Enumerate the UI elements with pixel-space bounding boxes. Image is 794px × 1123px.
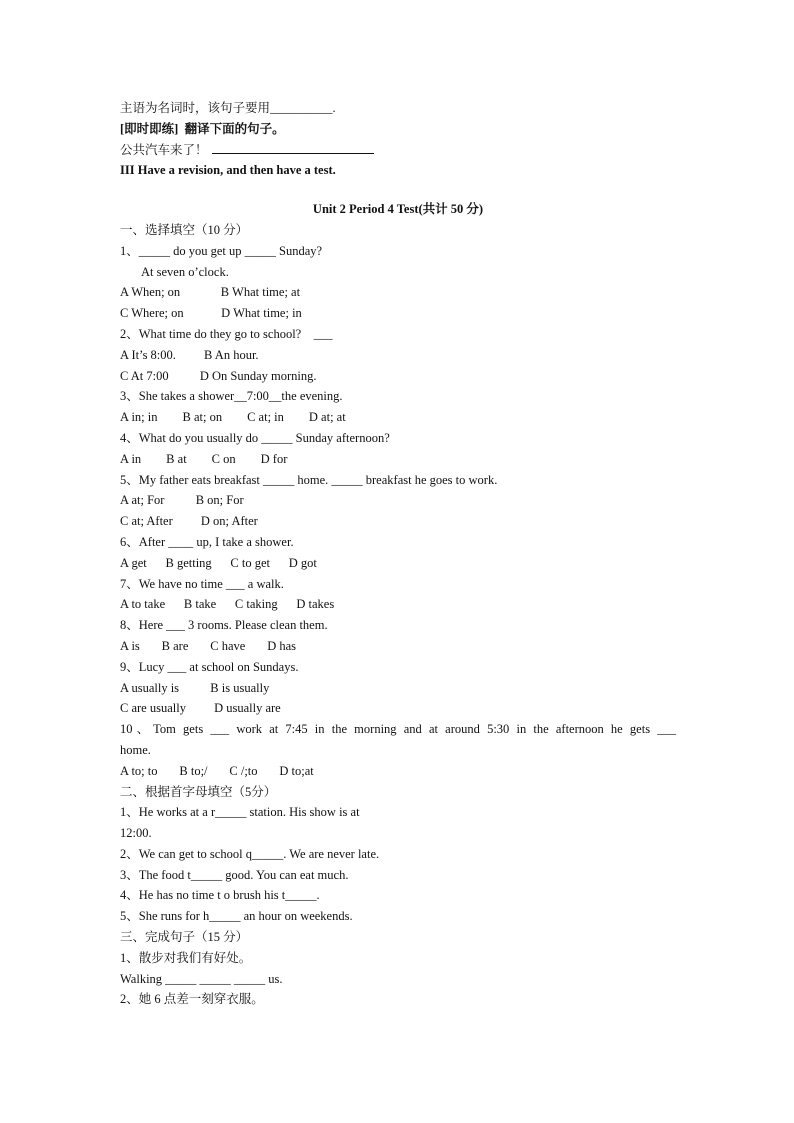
question-9-options-ab: A usually is B is usually bbox=[120, 680, 270, 695]
complete-2-chinese: 2、她 6 点差一刻穿衣服。 bbox=[120, 992, 264, 1007]
complete-1-chinese: 1、散步对我们有好处。 bbox=[120, 950, 252, 965]
question-9: 9、Lucy ___ at school on Sundays. bbox=[120, 659, 299, 674]
worksheet-content bbox=[120, 98, 676, 1010]
fill-1-continued: 12:00. bbox=[120, 826, 152, 841]
question-2-options-ab: A It’s 8:00. B An hour. bbox=[120, 347, 259, 362]
translation-item bbox=[120, 140, 676, 161]
question-1-options-cd: C Where; on D What time; in bbox=[120, 306, 302, 321]
question-3-options: A in; in B at; on C at; in D at; at bbox=[120, 410, 346, 425]
complete-1-english: Walking _____ _____ _____ us. bbox=[120, 971, 283, 986]
question-9-options-cd: C are usually D usually are bbox=[120, 701, 281, 716]
section-initial-letter: 二、根据首字母填空（5分） bbox=[120, 784, 277, 799]
test-title: Unit 2 Period 4 Test(共计 50 分) bbox=[312, 202, 484, 217]
question-4: 4、What do you usually do _____ Sunday afternoon? bbox=[120, 430, 390, 445]
fill-4: 4、He has no time t o brush his t_____. bbox=[120, 888, 320, 903]
question-6: 6、After ____ up, I take a shower. bbox=[120, 534, 294, 549]
fill-1: 1、He works at a r_____ station. His show is at bbox=[120, 805, 360, 820]
section-complete-sentences: 三、完成句子（15 分） bbox=[120, 930, 249, 945]
question-5-options-ab: A at; For B on; For bbox=[120, 493, 244, 508]
translation-blank bbox=[212, 140, 374, 154]
fill-5: 5、She runs for h_____ an hour on weekends. bbox=[120, 909, 353, 924]
question-8: 8、Here ___ 3 rooms. Please clean them. bbox=[120, 618, 328, 633]
section-revision: III Have a revision, and then have a test. bbox=[120, 163, 336, 178]
question-5-options-cd: C at; After D on; After bbox=[120, 514, 258, 529]
question-5: 5、My father eats breakfast _____ home. _____ breakfast he goes to work. bbox=[120, 472, 498, 487]
question-4-options: A in B at C on D for bbox=[120, 451, 288, 466]
question-1-options-ab: A When; on B What time; at bbox=[120, 285, 301, 300]
section-multiple-choice: 一、选择填空（10 分） bbox=[120, 222, 249, 237]
question-2: 2、What time do they go to school? ___ bbox=[120, 326, 333, 341]
question-3: 3、She takes a shower__7:00__the evening. bbox=[120, 389, 343, 404]
grammar-note: 主语为名词时，该句子要用__________. bbox=[120, 101, 336, 115]
question-10-options: A to; to B to;/ C /;to D to;at bbox=[120, 763, 314, 778]
question-1: 1、_____ do you get up _____ Sunday? bbox=[120, 243, 323, 258]
question-10: 10、Tom gets ___ work at 7:45 in the morning and at around 5:30 in the afternoon he gets ___ bbox=[120, 722, 676, 737]
question-1-answer: At seven o’clock. bbox=[141, 264, 229, 279]
translation-sentence: 公共汽车来了！ bbox=[120, 142, 208, 157]
question-2-options-cd: C At 7:00 D On Sunday morning. bbox=[120, 368, 317, 383]
question-8-options: A is B are C have D has bbox=[120, 638, 297, 653]
question-7: 7、We have no time ___ a walk. bbox=[120, 576, 284, 591]
fill-3: 3、The food t_____ good. You can eat much. bbox=[120, 867, 349, 882]
practice-instruction: [即时即练] 翻译下面的句子。 bbox=[120, 121, 285, 136]
question-7-options: A to take B take C taking D takes bbox=[120, 597, 335, 612]
question-6-options: A get B getting C to get D got bbox=[120, 555, 317, 570]
question-10-continued: home. bbox=[120, 742, 151, 757]
fill-2: 2、We can get to school q_____. We are never late. bbox=[120, 846, 380, 861]
